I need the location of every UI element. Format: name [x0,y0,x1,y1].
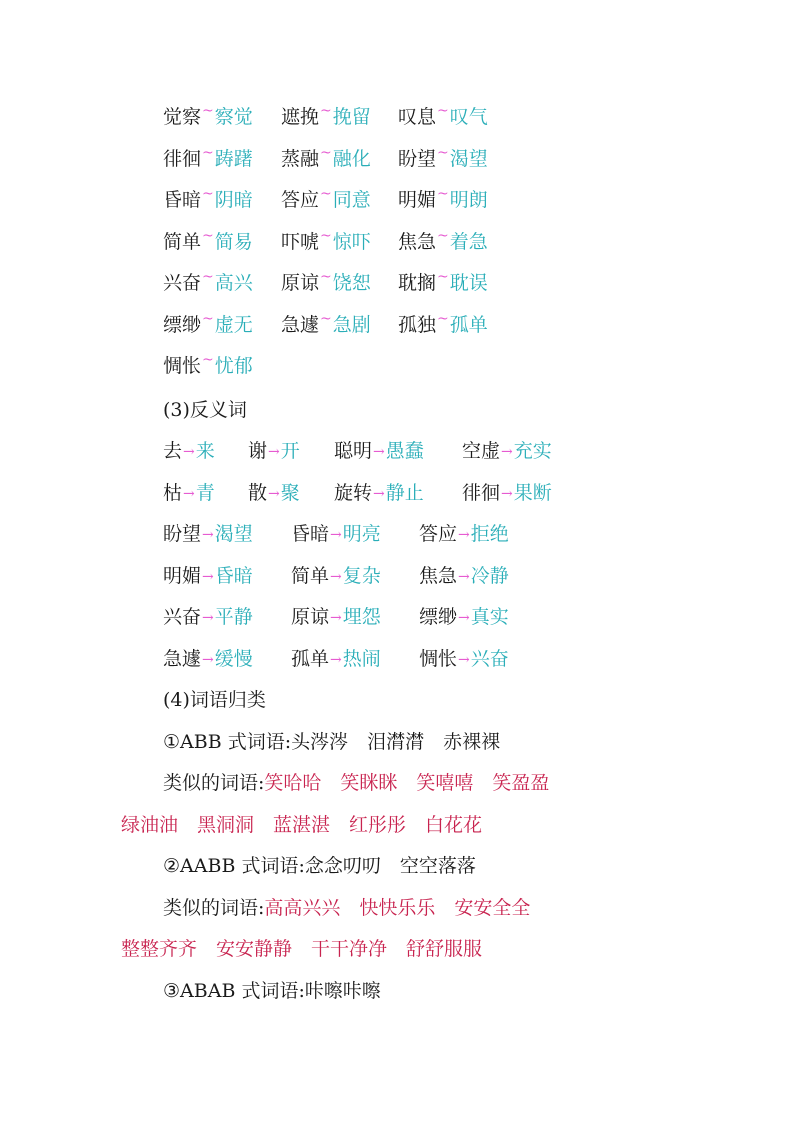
tilde-icon: ~ [202,310,214,327]
tilde-icon: ~ [202,269,214,285]
antonym-word: 枯 [163,481,183,504]
arrow-icon: → [458,568,470,585]
antonym-pair [163,647,253,671]
antonym-answer: 缓慢 [214,647,253,670]
arrow-icon: → [501,485,513,502]
antonym-pair [291,647,381,671]
synonym-pair [281,144,371,171]
antonym-pair [163,481,215,505]
abb-words: 头涔涔 泪潸潸 赤裸裸 [291,731,501,753]
synonym-pair [281,188,371,212]
abb-similar-words-1: 笑哈哈 笑眯眯 笑嘻嘻 笑盈盈 [264,772,550,794]
synonym-answer: 挽留 [332,106,371,128]
synonym-answer: 踌躇 [214,147,253,170]
synonym-word: 盼望 [398,147,437,170]
antonym-answer: 兴奋 [470,647,509,670]
aabb-words: 念念叨叨 空空落落 [304,855,476,877]
arrow-icon: → [183,485,195,502]
tilde-icon: ~ [320,103,332,119]
antonym-answer: 昏暗 [214,564,253,587]
synonym-pair [398,271,488,295]
antonym-word: 旋转 [334,481,373,504]
synonym-answer: 忧郁 [214,355,253,377]
synonym-word: 觉察 [163,106,202,128]
antonym-word: 去 [163,440,183,462]
synonym-pair [398,105,488,129]
synonym-word: 蒸融 [281,147,320,170]
synonym-pair [398,144,488,171]
arrow-icon: → [202,651,214,668]
classify-heading: (4)词语归类 [163,689,266,711]
synonym-word: 焦急 [398,230,437,253]
tilde-icon: ~ [437,269,449,285]
antonym-answer: 复杂 [342,564,381,587]
arrow-icon: → [373,444,385,460]
synonym-pair [163,144,253,171]
antonym-answer: 平静 [214,606,253,628]
synonym-word: 遮挽 [281,106,320,128]
synonym-answer: 高兴 [214,272,253,294]
abb-similar-line1 [163,771,549,795]
antonym-word: 焦急 [419,564,458,587]
antonym-word: 昏暗 [291,523,330,545]
arrow-icon: → [183,444,195,460]
arrow-icon: → [501,444,513,460]
abab-label: ③ABAB 式词语: [163,980,305,1002]
antonym-heading: (3)反义词 [163,399,247,421]
antonym-pair [248,439,300,463]
arrow-icon: → [330,568,342,585]
synonym-answer: 简易 [214,230,253,253]
antonym-pair [291,605,381,629]
antonym-word: 兴奋 [163,606,202,628]
synonym-word: 急遽 [281,313,320,336]
synonym-pair [163,188,253,212]
arrow-icon: → [202,610,214,626]
synonym-word: 简单 [163,230,202,253]
antonym-pair [291,564,381,588]
abb-similar-label: 类似的词语: [163,772,265,794]
antonym-word: 谢 [248,440,268,462]
antonym-answer: 冷静 [470,564,509,587]
tilde-icon: ~ [202,352,214,368]
synonym-word: 缥缈 [163,313,202,336]
tilde-icon: ~ [320,227,332,244]
arrow-icon: → [458,610,470,626]
tilde-icon: ~ [320,186,332,202]
arrow-icon: → [202,527,214,543]
tilde-icon: ~ [320,144,332,161]
synonym-word: 答应 [281,189,320,211]
aabb-label: ②AABB 式词语: [163,855,305,877]
synonym-answer: 耽误 [449,272,488,294]
antonym-answer: 热闹 [342,647,381,670]
antonym-word: 答应 [419,523,458,545]
aabb-line [163,854,476,878]
aabb-similar-words-1: 高高兴兴 快快乐乐 安安全全 [264,897,531,919]
synonym-answer: 虚无 [214,313,253,336]
tilde-icon: ~ [437,186,449,202]
tilde-icon: ~ [202,144,214,161]
synonym-pair [398,188,488,212]
antonym-word: 盼望 [163,523,202,545]
antonym-pair [419,605,509,629]
antonym-word: 聪明 [334,440,373,462]
synonym-word: 徘徊 [163,147,202,170]
antonym-pair [291,522,381,546]
tilde-icon: ~ [202,227,214,244]
antonym-pair [163,605,253,629]
synonym-pair [163,227,253,254]
antonym-answer: 愚蠢 [385,440,424,462]
synonym-answer: 融化 [332,147,371,170]
synonym-answer: 明朗 [449,189,488,211]
antonym-word: 空虚 [462,440,501,462]
synonym-word: 原谅 [281,272,320,294]
antonym-answer: 果断 [513,481,552,504]
synonym-answer: 孤单 [449,313,488,336]
synonym-pair [163,105,253,129]
tilde-icon: ~ [202,186,214,202]
aabb-similar-line1 [163,896,530,920]
antonym-word: 急遽 [163,647,202,670]
tilde-icon: ~ [437,227,449,244]
abb-label: ①ABB 式词语: [163,731,292,753]
synonym-answer: 渴望 [449,147,488,170]
arrow-icon: → [268,485,280,502]
synonym-pair [398,310,488,337]
aabb-similar-words-2: 整整齐齐 安安静静 干干净净 舒舒服服 [121,938,483,960]
arrow-icon: → [268,444,280,460]
tilde-icon: ~ [437,310,449,327]
antonym-answer: 来 [195,440,215,462]
antonym-pair [419,564,509,588]
synonym-word: 兴奋 [163,272,202,294]
synonym-pair [281,227,371,254]
antonym-answer: 埋怨 [342,606,381,628]
synonym-word: 昏暗 [163,189,202,211]
tilde-icon: ~ [320,310,332,327]
synonym-word: 明媚 [398,189,437,211]
antonym-pair [334,439,424,463]
synonym-pair [281,310,371,337]
antonym-pair [334,481,424,505]
antonym-word: 缥缈 [419,606,458,628]
arrow-icon: → [330,651,342,668]
abb-similar-words-2: 绿油油 黑洞洞 蓝湛湛 红彤彤 白花花 [121,814,483,836]
synonym-answer: 察觉 [214,106,253,128]
synonym-word: 孤独 [398,313,437,336]
synonym-answer: 叹气 [449,106,488,128]
antonym-pair [248,481,300,505]
antonym-pair [462,439,552,463]
antonym-answer: 开 [280,440,300,462]
antonym-pair [163,439,215,463]
synonym-answer: 着急 [449,230,488,253]
antonym-answer: 青 [195,481,215,504]
tilde-icon: ~ [320,269,332,285]
synonym-word: 惆怅 [163,355,202,377]
arrow-icon: → [202,568,214,585]
synonym-pair [281,105,371,129]
synonym-word: 耽搁 [398,272,437,294]
arrow-icon: → [458,527,470,543]
synonym-answer: 同意 [332,189,371,211]
aabb-similar-label: 类似的词语: [163,897,265,919]
synonym-pair [163,271,253,295]
antonym-pair [163,564,253,588]
synonym-answer: 惊吓 [332,230,371,253]
antonym-answer: 拒绝 [470,523,509,545]
arrow-icon: → [330,527,342,543]
antonym-pair [163,522,253,546]
antonym-answer: 聚 [280,481,300,504]
antonym-word: 简单 [291,564,330,587]
synonym-word: 叹息 [398,106,437,128]
tilde-icon: ~ [437,144,449,161]
antonym-pair [419,647,509,671]
antonym-answer: 渴望 [214,523,253,545]
arrow-icon: → [330,610,342,626]
synonym-answer: 饶恕 [332,272,371,294]
abab-line [163,979,381,1003]
antonym-word: 孤单 [291,647,330,670]
tilde-icon: ~ [202,103,214,119]
synonym-answer: 阴暗 [214,189,253,211]
antonym-word: 明媚 [163,564,202,587]
synonym-pair [163,310,253,337]
abb-line [163,730,500,754]
antonym-answer: 明亮 [342,523,381,545]
antonym-word: 惆怅 [419,647,458,670]
antonym-answer: 静止 [385,481,424,504]
antonym-answer: 真实 [470,606,509,628]
synonym-pair [398,227,488,254]
antonym-word: 徘徊 [462,481,501,504]
arrow-icon: → [458,651,470,668]
antonym-word: 散 [248,481,268,504]
abab-words: 咔嚓咔嚓 [304,980,381,1002]
synonym-pair [281,271,371,295]
antonym-word: 原谅 [291,606,330,628]
synonym-word: 吓唬 [281,230,320,253]
antonym-pair [419,522,509,546]
synonym-answer: 急剧 [332,313,371,336]
arrow-icon: → [373,485,385,502]
antonym-answer: 充实 [513,440,552,462]
synonym-pair [163,354,253,378]
tilde-icon: ~ [437,103,449,119]
antonym-pair [462,481,552,505]
